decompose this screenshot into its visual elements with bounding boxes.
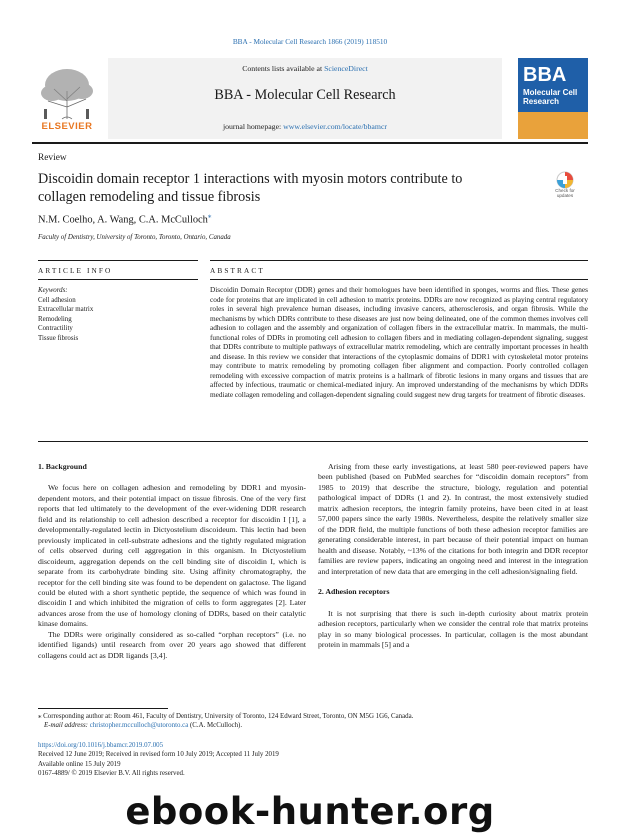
corresponding-footnote	[38, 712, 598, 730]
abstract-heading-rule	[210, 279, 588, 280]
sciencedirect-link[interactable]: ScienceDirect	[324, 64, 368, 73]
journal-title: BBA - Molecular Cell Research	[214, 87, 396, 103]
email-link[interactable]: christopher.mcculloch@utoronto.ca	[89, 722, 189, 729]
footnote-rule	[38, 708, 168, 709]
article-title: Discoidin domain receptor 1 interactions with myosin motors contribute to collagen remodeling and tissue fibrosis	[38, 171, 463, 205]
journal-reference-link[interactable]: BBA - Molecular Cell Research 1866 (2019) 118510	[232, 37, 388, 46]
contents-line: Contents lists available at ScienceDirect	[242, 64, 368, 73]
body-column-right	[318, 462, 588, 651]
email-line: E-mail address: christopher.mcculloch@utoronto.ca (C.A. McCulloch).	[44, 722, 243, 729]
keyword-item: Cell adhesion	[38, 297, 76, 304]
article-info-heading: ARTICLE INFO	[38, 266, 113, 275]
elsevier-wordmark: ELSEVIER	[41, 121, 93, 132]
watermark-text: ebook-hunter.org	[125, 790, 495, 833]
homepage-line: journal homepage: www.elsevier.com/locate/bbamcr	[222, 122, 388, 131]
abstract-bottom-rule	[38, 441, 588, 442]
keyword-item: Tissue fibrosis	[38, 334, 79, 342]
doi-link[interactable]: https://doi.org/10.1016/j.bbamcr.2019.07.005	[38, 742, 164, 749]
corresponding-author-note: ⁎ Corresponding author at: Room 461, Faculty of Dentistry, University of Toronto, 124 Edward Street, Toronto, ON M5G 1G6, Canada.	[38, 713, 414, 720]
keyword-item: Contractility	[38, 325, 73, 333]
abstract-text: Discoidin Domain Receptor (DDR) genes and their homologues have been identified in sponges, worms and flies. These genes code for proteins that are implicated in cell adhesion to matrix proteins. DDRs are now recognized as playing central regulatory roles in several high prevalence human diseases, including invasive cancers, atherosclerosis, and organ fibrosis. While the mechanisms by which DDRs contribute to these diseases are just now being delineated, one of the common themes involves cell adhesion to collagen and the assembly and organization of collagen fibers in the extracellular matrix. In mammals, the multi-functional roles of DDRs in promoting cell adhesion to collagen fibers and in mediating collagen-dependent signaling, suggest that DDRs contribute to multiple pathways of extracellular matrix remodeling, which are centrally important processes in health and disease. In this review we consider that interactions of the cytoplasmic domains of DDR1 with cytoskeletal motor proteins may contribute to matrix remodeling by promoting collagen fiber alignment and compaction. Poorly controlled collagen remodeling with excessive compaction of matrix proteins is a hallmark of fibrotic lesions in many organs and tissues that are affected by infectious, traumatic or chemical-mediated injury. An improved understanding of the mechanisms by which DDRs mediate collagen remodeling and collagen-dependent signaling could suggest new drug targets for treatment of fibrotic diseases.	[210, 285, 588, 400]
crossmark-label: Check for updates	[555, 188, 575, 198]
journal-cover-subtitle: Molecular Cell Research	[523, 88, 578, 106]
keyword-item: Remodeling	[38, 315, 72, 323]
section-heading-adhesion-receptors: 2. Adhesion receptors	[318, 587, 390, 597]
body-paragraph: Arising from these early investigations, at least 580 peer-reviewed papers have been published (based on PubMed searches for “discoidin domain receptors” from 1985 to 2019) that describe the structure, biology, regulation and potential pathological impact of DDRs (1 and 2). In contrast, the most extensively studied matrix adhesion receptors, the integrin family proteins, have been cited in at least 57,000 papers since the early 1980s. Nevertheless, despite the relatively smaller size of the DDR field, the multiple functions of both these adhesion receptor families are generating considerable interest, in part because of their potential impact on human health and disease. Notably, ~13% of the citations for both integrin and DDR receptor families are review papers, indicating an ongoing need and interest in the integration and interpretation of new data that are emerging in the cell adhesion/signaling field.	[318, 462, 588, 576]
received-dates: Received 12 June 2019; Received in revised form 10 July 2019; Accepted 11 July 2019	[38, 751, 279, 759]
keywords-label: Keywords:	[38, 287, 68, 294]
body-paragraph: It is not surprising that there is such in-depth curiosity about matrix protein adhesion receptors, particularly when we consider the central role that matrix proteins play in so many biological processes. In particular, collagen is the most abundant protein in mammals [5] and a	[318, 608, 588, 650]
affiliation: Faculty of Dentistry, University of Toronto, Toronto, Ontario, Canada	[38, 234, 231, 241]
article-info-heading-rule	[38, 279, 198, 280]
keyword-list	[38, 296, 93, 343]
journal-cover-title: BBA	[523, 64, 567, 86]
header-divider	[32, 142, 588, 144]
available-online: Available online 15 July 2019	[38, 760, 121, 768]
body-paragraph: The DDRs were originally considered as so-called “orphan receptors” (i.e. no identified ligands) until research from over 20 years ago showed that different collagens could act as DDR ligands [3,4].	[38, 629, 306, 660]
article-info-top-rule	[38, 260, 198, 261]
article-type: Review	[38, 153, 67, 163]
homepage-link[interactable]: www.elsevier.com/locate/bbamcr	[283, 122, 388, 131]
body-column-left	[38, 462, 306, 661]
abstract-heading: ABSTRACT	[210, 266, 265, 275]
journal-cover-stripe	[518, 112, 588, 139]
keyword-item: Extracellular matrix	[38, 306, 94, 314]
corresponding-author-mark[interactable]: ⁎	[207, 212, 212, 220]
abstract-top-rule	[210, 260, 588, 261]
body-paragraph: We focus here on collagen adhesion and remodeling by DDR1 and myosin-dependent motors, and their potential impact on tissue fibrosis. One of the very first reports that led ultimately to the development of the ever-widening DDR research field and its relationship to cell adhesion described a receptor for discoidin I [1], a developmentally-regulated lectin in Dictyostelium discoideum. This lectin had been previously implicated in cell-substrate adhesions and the tightly regulated migration of cells observed during cell aggregation in this organism. In Dictyostelium discoideum, aggregation depends on the cell binding site of discoidin I, which is separate from its carbohydrate binding site. Using affinity chromatography, the receptor for the cell binding site was found to be dependent on galactose. The ligand could be eluted with a short synthetic peptide, the sequence of which was found in discoidin I and which inhibited the migration of cells to form aggregates [2]. Later advances arose from the use of homology cloning of DDRs, based on their catalytic kinase domains.	[38, 483, 306, 629]
author-list: N.M. Coelho, A. Wang, C.A. McCulloch⁎	[38, 212, 212, 226]
section-heading-background: 1. Background	[38, 462, 87, 471]
copyright-line: 0167-4889/ © 2019 Elsevier B.V. All rights reserved.	[38, 770, 185, 778]
publication-history	[38, 741, 598, 779]
